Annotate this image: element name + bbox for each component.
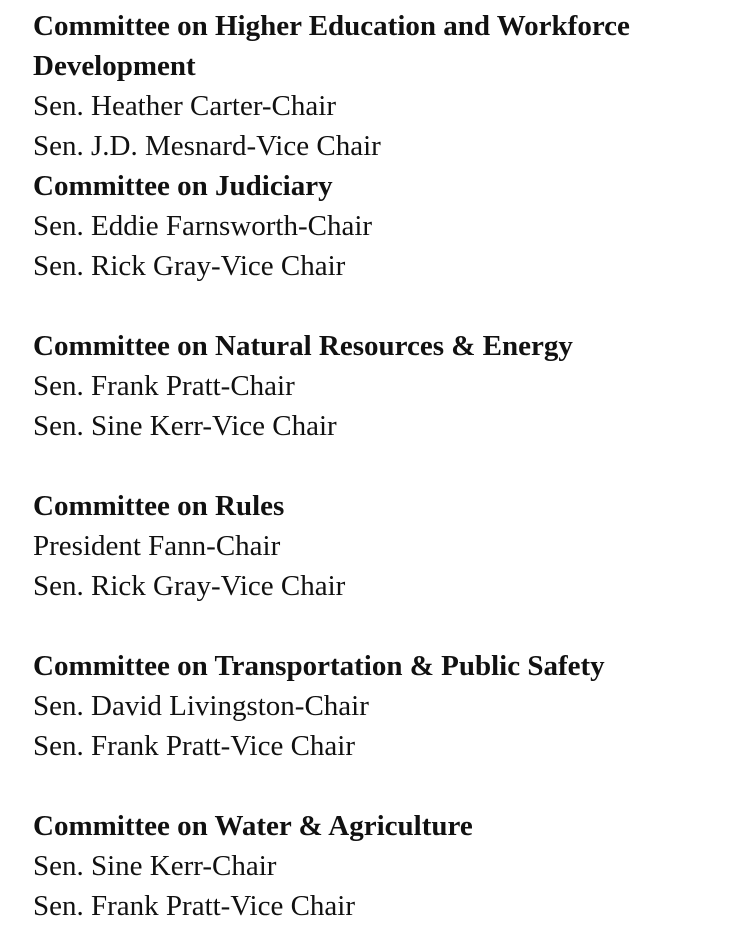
committee-block-transportation [33, 646, 733, 766]
committee-block-rules [33, 486, 733, 606]
committee-chair: Sen. Heather Carter-Chair [33, 90, 336, 122]
committee-vice-chair: Sen. J.D. Mesnard-Vice Chair [33, 130, 381, 162]
committee-block-higher-education [33, 6, 733, 166]
blank-line [33, 766, 733, 806]
committee-chair: Sen. Frank Pratt-Chair [33, 370, 295, 402]
blank-line [33, 606, 733, 646]
committee-chair: Sen. Eddie Farnsworth-Chair [33, 210, 373, 242]
committee-block-water-agriculture [33, 806, 733, 926]
committee-chair: President Fann-Chair [33, 530, 281, 562]
committee-title: Committee on Natural Resources & Energy [33, 330, 573, 362]
committee-chair: Sen. Sine Kerr-Chair [33, 850, 277, 882]
committee-block-natural-resources [33, 326, 733, 446]
committee-vice-chair: Sen. Sine Kerr-Vice Chair [33, 410, 337, 442]
committee-vice-chair: Sen. Rick Gray-Vice Chair [33, 570, 346, 602]
committee-title: Committee on Judiciary [33, 170, 333, 202]
committee-title: Committee on Transportation & Public Safety [33, 650, 605, 682]
committee-list-document [33, 6, 733, 926]
committee-chair: Sen. David Livingston-Chair [33, 690, 369, 722]
committee-vice-chair: Sen. Frank Pratt-Vice Chair [33, 890, 356, 922]
blank-line [33, 446, 733, 486]
blank-line [33, 286, 733, 326]
committee-title: Committee on Higher Education and Workforce Development [33, 10, 630, 82]
committee-vice-chair: Sen. Frank Pratt-Vice Chair [33, 730, 356, 762]
committee-vice-chair: Sen. Rick Gray-Vice Chair [33, 250, 346, 282]
committee-title: Committee on Water & Agriculture [33, 810, 473, 842]
committee-block-judiciary [33, 166, 733, 286]
committee-title: Committee on Rules [33, 490, 285, 522]
